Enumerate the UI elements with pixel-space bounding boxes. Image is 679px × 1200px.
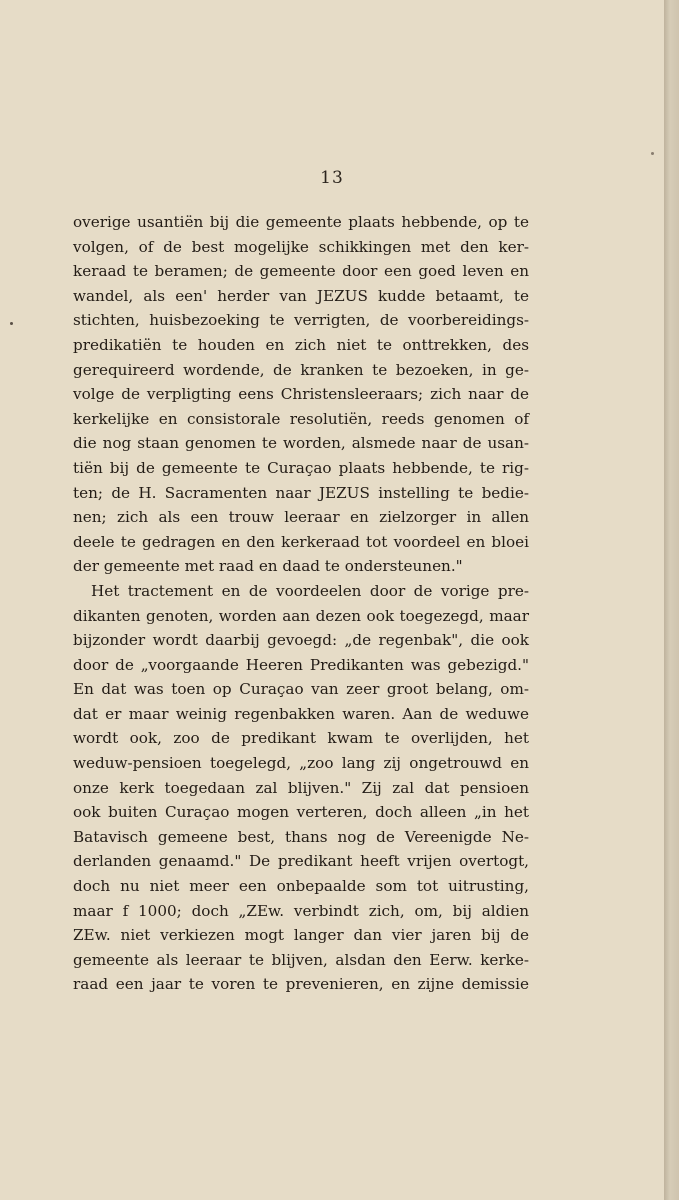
text-line: ten; de H. Sacramenten naar JEZUS instelling te bedie- xyxy=(73,483,529,502)
text-line: raad een jaar te voren te prevenieren, en zijne demissie xyxy=(73,975,529,994)
text-line: dat er maar weinig regenbakken waren. Aan de weduwe xyxy=(73,704,529,723)
page-number: 13 xyxy=(320,168,344,188)
text-line: wordt ook, zoo de predikant kwam te overlijden, het xyxy=(73,729,529,748)
page-edge xyxy=(664,0,679,1200)
speck-mark xyxy=(651,152,654,155)
text-line: weduw-pensioen toegelegd, „zoo lang zij ongetrouwd en xyxy=(73,754,529,773)
text-line: predikatiën te houden en zich niet te onttrekken, des xyxy=(73,335,529,354)
text-line: stichten, huisbezoeking te verrigten, de voorbereidings- xyxy=(73,311,529,330)
text-line: ZEw. niet verkiezen mogt langer dan vier jaren bij de xyxy=(73,926,529,945)
text-line: gerequireerd wordende, de kranken te bezoeken, in ge- xyxy=(73,360,529,379)
text-line: onze kerk toegedaan zal blijven." Zij zal dat pensioen xyxy=(73,778,529,797)
text-line: maar f 1000; doch „ZEw. verbindt zich, om, bij aldien xyxy=(73,901,529,920)
text-line: Batavisch gemeene best, thans nog de Vereenigde Ne- xyxy=(73,827,529,846)
text-line: bijzonder wordt daarbij gevoegd: „de regenbak", die ook xyxy=(73,631,529,650)
text-line: En dat was toen op Curaçao van zeer groot belang, om- xyxy=(73,680,529,699)
text-line: ook buiten Curaçao mogen verteren, doch alleen „in het xyxy=(73,803,529,822)
text-line: deele te gedragen en den kerkeraad tot voordeel en bloei xyxy=(73,532,529,551)
speck-mark xyxy=(10,322,13,325)
text-line: der gemeente met raad en daad te ondersteunen." xyxy=(73,557,463,576)
text-line: door de „voorgaande Heeren Predikanten was gebezigd." xyxy=(73,655,529,674)
text-line: overige usantiën bij die gemeente plaats hebbende, op te xyxy=(73,213,529,231)
text-line: wandel, als een' herder van JEZUS kudde betaamt, te xyxy=(73,286,529,305)
text-line: doch nu niet meer een onbepaalde som tot uitrusting, xyxy=(73,877,529,896)
text-line: keraad te beramen; de gemeente door een goed leven en xyxy=(73,262,529,281)
text-line: volgen, of de best mogelijke schikkingen met den ker- xyxy=(73,237,529,256)
text-line: kerkelijke en consistorale resolutiën, reeds genomen of xyxy=(73,409,529,428)
text-line: tiën bij de gemeente te Curaçao plaats hebbende, te rig- xyxy=(73,458,529,477)
text-line: volge de verpligting eens Christensleeraars; zich naar de xyxy=(73,385,529,404)
body-text xyxy=(73,210,529,997)
text-line: gemeente als leeraar te blijven, alsdan den Eerw. kerke- xyxy=(73,950,529,969)
text-line: nen; zich als een trouw leeraar en zielzorger in allen xyxy=(73,508,529,527)
text-line: Het tractement en de voordeelen door de vorige pre- xyxy=(91,581,529,600)
text-line: derlanden genaamd." De predikant heeft vrijen overtogt, xyxy=(73,852,529,871)
text-line: dikanten genoten, worden aan dezen ook toegezegd, maar xyxy=(73,606,529,625)
text-line: die nog staan genomen te worden, alsmede naar de usan- xyxy=(73,434,529,453)
